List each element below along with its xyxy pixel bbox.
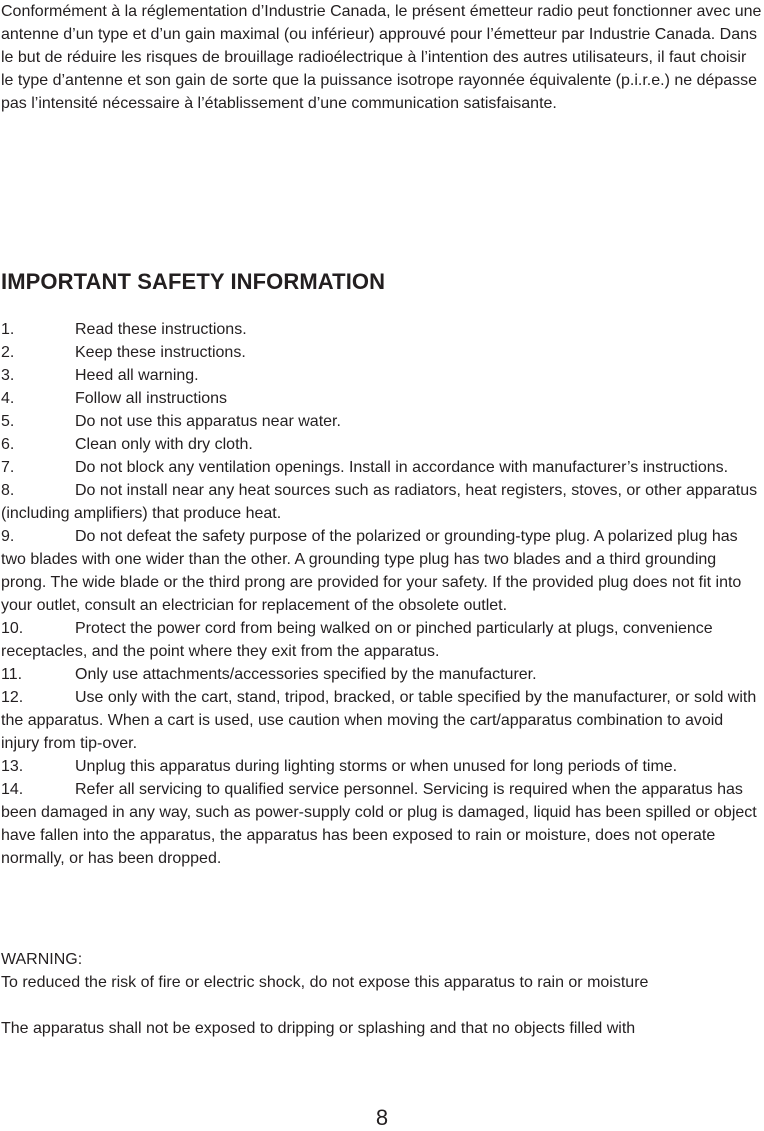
list-item [1, 686, 763, 755]
list-item-text: Follow all instructions [75, 390, 228, 407]
safety-heading: IMPORTANT SAFETY INFORMATION [1, 269, 386, 294]
list-item-number: 12. [1, 689, 24, 706]
list-item-text: Read these instructions. [75, 321, 247, 338]
list-item-text: Clean only with dry cloth. [75, 436, 253, 453]
list-item [1, 479, 763, 525]
list-item [1, 755, 763, 778]
list-item-number: 13. [1, 758, 24, 775]
list-item-text: Refer all servicing to qualified service personnel. Servicing is required when the apparatus has been damaged in any way, such as power-supply cold or plug is damaged, liquid has been spilled or object have fallen into the apparatus, the apparatus has been exposed to rain or moisture, does not operate normally, or has been dropped. [1, 781, 757, 867]
list-item-text: Heed all warning. [75, 367, 199, 384]
list-item [1, 663, 763, 686]
list-item [1, 617, 763, 663]
list-item-text: Do not block any ventilation openings. Install in accordance with manufacturer’s instructions. [75, 459, 729, 476]
list-item [1, 387, 763, 410]
list-item-text: Only use attachments/accessories specified by the manufacturer. [75, 666, 537, 683]
list-item-text: Do not use this apparatus near water. [75, 413, 341, 430]
list-item [1, 433, 763, 456]
list-item-number: 7. [1, 459, 15, 476]
list-item-number: 3. [1, 367, 15, 384]
warning-title: WARNING: [1, 951, 83, 968]
list-item-text: Protect the power cord from being walked on or pinched particularly at plugs, convenience receptacles, and the point where they exit from the apparatus. [1, 620, 713, 660]
safety-instructions-list [1, 318, 763, 870]
list-item [1, 456, 763, 479]
page-number: 8 [375, 1105, 389, 1130]
list-item-text: Keep these instructions. [75, 344, 246, 361]
splash-warning-text: The apparatus shall not be exposed to dripping or splashing and that no objects filled with [1, 1020, 636, 1037]
list-item-number: 2. [1, 344, 15, 361]
list-item [1, 525, 763, 617]
list-item-number: 11. [1, 666, 23, 683]
list-item-text: Use only with the cart, stand, tripod, bracked, or table specified by the manufacturer, or sold with the apparatus. When a cart is used, use caution when moving the cart/apparatus combination to avoid injury from tip-over. [1, 689, 757, 752]
list-item-number: 8. [1, 482, 15, 499]
list-item [1, 410, 763, 433]
list-item-text: Do not install near any heat sources such as radiators, heat registers, stoves, or other apparatus (including amplifiers) that produce heat. [1, 482, 758, 522]
list-item-number: 4. [1, 390, 15, 407]
list-item-number: 1. [1, 321, 15, 338]
list-item-number: 6. [1, 436, 15, 453]
list-item-number: 5. [1, 413, 15, 430]
warning-text: To reduced the risk of fire or electric shock, do not expose this apparatus to rain or moisture [1, 974, 649, 991]
list-item [1, 318, 763, 341]
list-item [1, 341, 763, 364]
ic-compliance-paragraph: Conformément à la réglementation d’Industrie Canada, le présent émetteur radio peut fonctionner avec une antenne d’un type et d’un gain maximal (ou inférieur) approuvé pour l’émetteur par Industrie Canada. Dans le but de réduire les risques de brouillage radioélectrique à l’intention des autres utilisateurs, il faut choisir le type d’antenne et son gain de sorte que la puissance isotrope rayonnée équivalente (p.i.r.e.) ne dépasse pas l’intensité nécessaire à l’établissement d’une communication satisfaisante. [1, 3, 762, 112]
list-item-number: 9. [1, 528, 15, 545]
list-item [1, 778, 763, 870]
list-item-text: Unplug this apparatus during lighting storms or when unused for long periods of time. [75, 758, 678, 775]
list-item-text: Do not defeat the safety purpose of the polarized or grounding-type plug. A polarized plug has two blades with one wider than the other. A grounding type plug has two blades and a third grounding prong. The wide blade or the third prong are provided for your safety. If the provided plug does not fit into your outlet, consult an electrician for replacement of the obsolete outlet. [1, 528, 742, 614]
list-item-number: 10. [1, 620, 24, 637]
list-item [1, 364, 763, 387]
list-item-number: 14. [1, 781, 24, 798]
